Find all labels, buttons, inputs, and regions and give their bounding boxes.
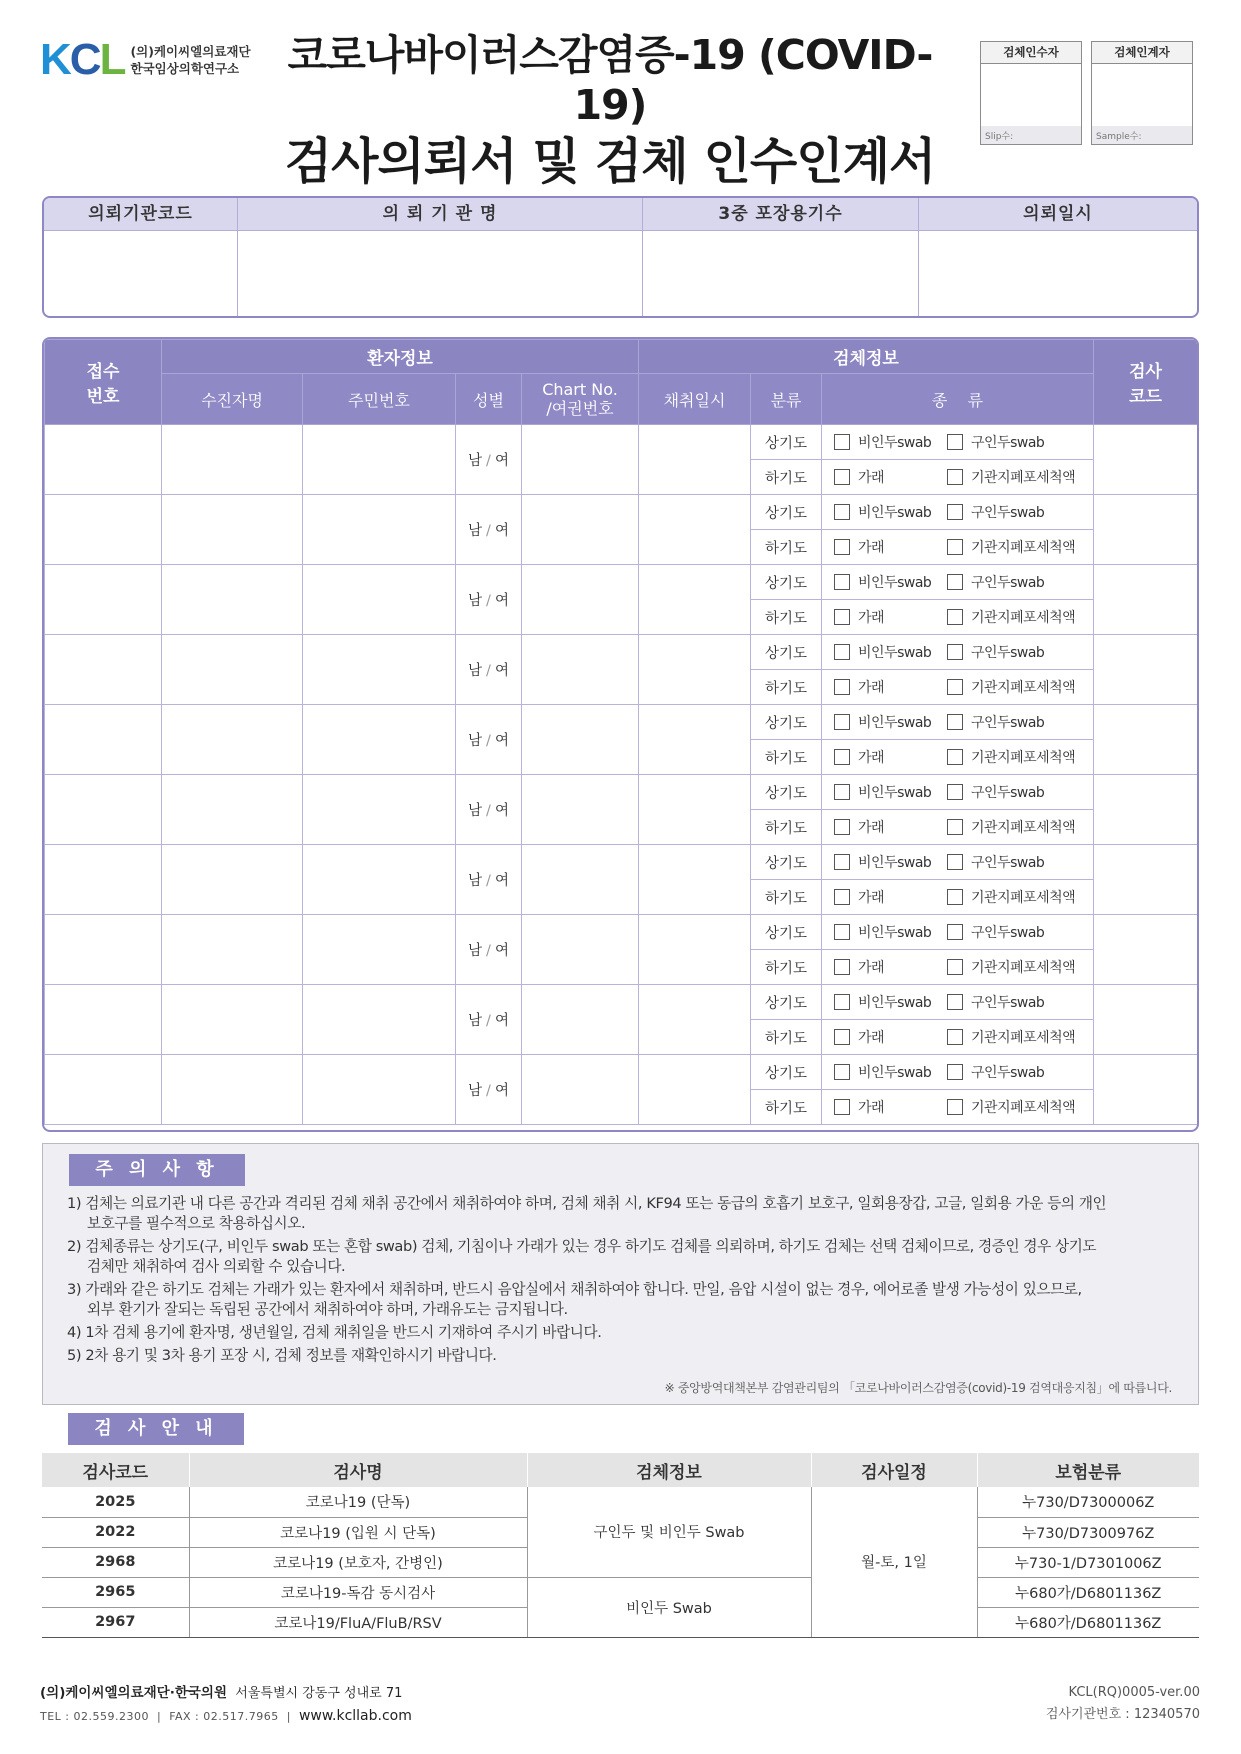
- sex-cell[interactable]: 남 / 여: [456, 425, 522, 495]
- upper-label: 상기도: [751, 775, 822, 810]
- patient-name-cell[interactable]: [162, 425, 303, 495]
- sputum-option[interactable]: 가래: [834, 747, 947, 767]
- male-option[interactable]: 남: [468, 1083, 483, 1099]
- test-code-cell[interactable]: [1094, 915, 1198, 985]
- patient-name-cell[interactable]: [162, 495, 303, 565]
- kcl-logo-mark: KCL: [40, 35, 125, 84]
- bal-checkbox[interactable]: [947, 889, 963, 905]
- collection-date-cell[interactable]: [639, 635, 751, 705]
- lower-options: [822, 670, 1094, 705]
- bal-option[interactable]: 기관지폐포세척액: [947, 887, 1075, 907]
- upper-options: [822, 775, 1094, 810]
- lower-options: [822, 740, 1094, 775]
- oropharyngeal-swab-checkbox[interactable]: [947, 1064, 963, 1080]
- guide-code: 2965: [42, 1577, 189, 1607]
- lower-options: [822, 600, 1094, 635]
- precautions-title: 주 의 사 항: [69, 1154, 245, 1186]
- female-option[interactable]: 여: [494, 523, 509, 539]
- nasopharyngeal-swab-checkbox[interactable]: [834, 504, 850, 520]
- sputum-option[interactable]: 가래: [834, 1027, 947, 1047]
- sex-cell[interactable]: 남 / 여: [456, 1055, 522, 1125]
- sputum-option[interactable]: 가래: [834, 1097, 947, 1117]
- test-code-cell[interactable]: [1094, 425, 1198, 495]
- nasopharyngeal-swab-option[interactable]: 비인두swab: [834, 642, 947, 662]
- specimen-table: [42, 337, 1199, 1132]
- sex-header: 성별: [456, 374, 522, 425]
- nasopharyngeal-swab-option[interactable]: 비인두swab: [834, 432, 947, 452]
- footer-address: 서울특별시 강동구 성내로 71: [235, 1686, 403, 1701]
- reception-no-cell[interactable]: [45, 565, 162, 635]
- upper-options: [822, 565, 1094, 600]
- bal-option[interactable]: 기관지폐포세척액: [947, 537, 1075, 557]
- request-date-field[interactable]: 의뢰일시: [918, 198, 1197, 316]
- test-code-cell[interactable]: [1094, 705, 1198, 775]
- upper-label: 상기도: [751, 915, 822, 950]
- lower-options: [822, 1020, 1094, 1055]
- nasopharyngeal-swab-checkbox[interactable]: [834, 434, 850, 450]
- nasopharyngeal-swab-option[interactable]: 비인두swab: [834, 922, 947, 942]
- lower-label: 하기도: [751, 670, 822, 705]
- oropharyngeal-swab-option[interactable]: 구인두swab: [947, 992, 1044, 1012]
- oropharyngeal-swab-checkbox[interactable]: [947, 574, 963, 590]
- lower-label: 하기도: [751, 740, 822, 775]
- patient-name-cell[interactable]: [162, 845, 303, 915]
- collection-date-header: 채취일시: [639, 374, 751, 425]
- test-code-cell[interactable]: [1094, 635, 1198, 705]
- bal-option[interactable]: 기관지폐포세척액: [947, 957, 1075, 977]
- lower-options: [822, 460, 1094, 495]
- guideline-note: ※ 중앙방역대책본부 감염관리팀의 「코로나바이러스감염증(covid)-19 검역대응지침」에 따릅니다.: [664, 1381, 1172, 1395]
- sex-cell[interactable]: 남 / 여: [456, 775, 522, 845]
- female-option[interactable]: 여: [494, 803, 509, 819]
- female-option[interactable]: 여: [494, 663, 509, 679]
- patient-name-header: 수진자명: [162, 374, 303, 425]
- handover-sign-box[interactable]: [1091, 41, 1193, 145]
- bal-option[interactable]: 기관지폐포세척액: [947, 1097, 1075, 1117]
- bal-checkbox[interactable]: [947, 749, 963, 765]
- sample-count-label: Sample수:: [1092, 126, 1192, 144]
- precaution-item: 1) 검체는 의료기관 내 다른 공간과 격리된 검체 채취 공간에서 채취하여야 하며, 검체 채취 시, KF94 또는 동급의 호흡기 보호구, 일회용장갑, 고글, 일회용 가운 등의 개인 보호구를 필수적으로 착용하십시오.: [67, 1195, 1107, 1232]
- oropharyngeal-swab-option[interactable]: 구인두swab: [947, 922, 1044, 942]
- oropharyngeal-swab-checkbox[interactable]: [947, 714, 963, 730]
- chart-no-cell[interactable]: [522, 565, 639, 635]
- lower-label: 하기도: [751, 880, 822, 915]
- resident-no-cell[interactable]: [303, 635, 456, 705]
- upper-label: 상기도: [751, 495, 822, 530]
- sputum-option[interactable]: 가래: [834, 957, 947, 977]
- male-option[interactable]: 남: [468, 453, 483, 469]
- upper-options: [822, 495, 1094, 530]
- sputum-option[interactable]: 가래: [834, 607, 947, 627]
- lower-options: [822, 810, 1094, 845]
- sex-cell[interactable]: 남 / 여: [456, 635, 522, 705]
- oropharyngeal-swab-checkbox[interactable]: [947, 924, 963, 940]
- lower-label: 하기도: [751, 460, 822, 495]
- nasopharyngeal-swab-checkbox[interactable]: [834, 644, 850, 660]
- inst-code-field[interactable]: 의뢰기관코드: [44, 198, 237, 316]
- lower-options: [822, 1090, 1094, 1125]
- receiver-sign-box[interactable]: [980, 41, 1082, 145]
- title-line-1: 코로나바이러스감염증-19 (COVID-19): [287, 31, 933, 129]
- chart-no-cell[interactable]: [522, 635, 639, 705]
- sex-cell[interactable]: 남 / 여: [456, 915, 522, 985]
- patient-name-cell[interactable]: [162, 705, 303, 775]
- collection-date-cell[interactable]: [639, 705, 751, 775]
- male-option[interactable]: 남: [468, 943, 483, 959]
- reception-no-cell[interactable]: [45, 705, 162, 775]
- guide-specimen: 비인두 Swab: [527, 1577, 811, 1637]
- upper-options: [822, 635, 1094, 670]
- upper-label: 상기도: [751, 425, 822, 460]
- resident-no-cell[interactable]: [303, 915, 456, 985]
- resident-no-header: 주민번호: [303, 374, 456, 425]
- bal-checkbox[interactable]: [947, 469, 963, 485]
- sputum-checkbox[interactable]: [834, 1099, 850, 1115]
- sex-cell[interactable]: 남 / 여: [456, 985, 522, 1055]
- document-title: [260, 30, 960, 194]
- female-option[interactable]: 여: [494, 733, 509, 749]
- male-option[interactable]: 남: [468, 733, 483, 749]
- reception-no-cell[interactable]: [45, 845, 162, 915]
- type-header: 종 류: [822, 374, 1094, 425]
- collection-date-cell[interactable]: [639, 425, 751, 495]
- nasopharyngeal-swab-checkbox[interactable]: [834, 784, 850, 800]
- oropharyngeal-swab-option[interactable]: 구인두swab: [947, 712, 1044, 732]
- oropharyngeal-swab-checkbox[interactable]: [947, 994, 963, 1010]
- guide-insurance: 누680가/D6801136Z: [977, 1577, 1199, 1607]
- collection-date-cell[interactable]: [639, 1055, 751, 1125]
- reception-no-cell[interactable]: [45, 425, 162, 495]
- male-option[interactable]: 남: [468, 663, 483, 679]
- lower-label: 하기도: [751, 950, 822, 985]
- oropharyngeal-swab-option[interactable]: 구인두swab: [947, 852, 1044, 872]
- guide-name: 코로나19 (단독): [189, 1487, 527, 1517]
- oropharyngeal-swab-option[interactable]: 구인두swab: [947, 572, 1044, 592]
- chart-no-cell[interactable]: [522, 425, 639, 495]
- resident-no-cell[interactable]: [303, 985, 456, 1055]
- patient-name-cell[interactable]: [162, 915, 303, 985]
- bal-checkbox[interactable]: [947, 679, 963, 695]
- guide-name: 코로나19 (입원 시 단독): [189, 1517, 527, 1547]
- reception-no-header: 접수 번호: [45, 340, 162, 425]
- nasopharyngeal-swab-checkbox[interactable]: [834, 714, 850, 730]
- upper-label: 상기도: [751, 705, 822, 740]
- reception-no-cell[interactable]: [45, 775, 162, 845]
- form-version: KCL(RQ)0005-ver.00: [1068, 1685, 1200, 1700]
- sputum-option[interactable]: 가래: [834, 677, 947, 697]
- sputum-checkbox[interactable]: [834, 889, 850, 905]
- female-option[interactable]: 여: [494, 1083, 509, 1099]
- upper-options: [822, 915, 1094, 950]
- oropharyngeal-swab-option[interactable]: 구인두swab: [947, 1062, 1044, 1082]
- nasopharyngeal-swab-checkbox[interactable]: [834, 574, 850, 590]
- bal-option[interactable]: 기관지폐포세척액: [947, 747, 1075, 767]
- male-option[interactable]: 남: [468, 523, 483, 539]
- patient-name-cell[interactable]: [162, 635, 303, 705]
- sputum-checkbox[interactable]: [834, 469, 850, 485]
- guide-specimen-header: 검체정보: [527, 1453, 811, 1487]
- oropharyngeal-swab-option[interactable]: 구인두swab: [947, 432, 1044, 452]
- bal-checkbox[interactable]: [947, 609, 963, 625]
- bal-option[interactable]: 기관지폐포세척액: [947, 607, 1075, 627]
- test-code-cell[interactable]: [1094, 775, 1198, 845]
- guide-code: 2022: [42, 1517, 189, 1547]
- test-code-cell[interactable]: [1094, 495, 1198, 565]
- footer-contact: (의)케이씨엘의료재단·한국의원 서울특별시 강동구 성내로 71 TEL : 02.559.2300 | FAX : 02.517.7965 | www.kcllab.com: [40, 1685, 412, 1724]
- test-code-cell[interactable]: [1094, 565, 1198, 635]
- resident-no-cell[interactable]: [303, 1055, 456, 1125]
- handover-label: 검체인계자: [1092, 42, 1192, 64]
- oropharyngeal-swab-checkbox[interactable]: [947, 644, 963, 660]
- patient-info-header: 환자정보: [162, 340, 639, 374]
- guide-insurance: 누730-1/D7301006Z: [977, 1547, 1199, 1577]
- nasopharyngeal-swab-checkbox[interactable]: [834, 1064, 850, 1080]
- resident-no-cell[interactable]: [303, 775, 456, 845]
- patient-name-cell[interactable]: [162, 1055, 303, 1125]
- chart-no-cell[interactable]: [522, 705, 639, 775]
- sputum-checkbox[interactable]: [834, 1029, 850, 1045]
- male-option[interactable]: 남: [468, 1013, 483, 1029]
- nasopharyngeal-swab-option[interactable]: 비인두swab: [834, 782, 947, 802]
- nasopharyngeal-swab-checkbox[interactable]: [834, 994, 850, 1010]
- specimen-info-header: 검체정보: [639, 340, 1094, 374]
- upper-options: [822, 985, 1094, 1020]
- lower-options: [822, 950, 1094, 985]
- female-option[interactable]: 여: [494, 943, 509, 959]
- nasopharyngeal-swab-option[interactable]: 비인두swab: [834, 502, 947, 522]
- precaution-item: 4) 1차 검체 용기에 환자명, 생년월일, 검체 채취일을 반드시 기재하여 주시기 바랍니다.: [67, 1324, 602, 1341]
- lower-options: [822, 880, 1094, 915]
- sputum-option[interactable]: 가래: [834, 887, 947, 907]
- oropharyngeal-swab-checkbox[interactable]: [947, 784, 963, 800]
- slip-count-label: Slip수:: [981, 126, 1081, 144]
- sex-cell[interactable]: 남 / 여: [456, 845, 522, 915]
- reception-no-cell[interactable]: [45, 495, 162, 565]
- female-option[interactable]: 여: [494, 453, 509, 469]
- sputum-checkbox[interactable]: [834, 749, 850, 765]
- sex-cell[interactable]: 남 / 여: [456, 705, 522, 775]
- patient-name-cell[interactable]: [162, 565, 303, 635]
- test-code-header: 검사 코드: [1094, 340, 1198, 425]
- institution-box: [42, 196, 1199, 318]
- sputum-checkbox[interactable]: [834, 679, 850, 695]
- patient-name-cell[interactable]: [162, 985, 303, 1055]
- nasopharyngeal-swab-checkbox[interactable]: [834, 854, 850, 870]
- chart-no-header: Chart No. /여권번호: [522, 374, 639, 425]
- oropharyngeal-swab-option[interactable]: 구인두swab: [947, 782, 1044, 802]
- upper-label: 상기도: [751, 845, 822, 880]
- sputum-checkbox[interactable]: [834, 539, 850, 555]
- guide-insurance: 누680가/D6801136Z: [977, 1607, 1199, 1637]
- patient-name-cell[interactable]: [162, 775, 303, 845]
- oropharyngeal-swab-checkbox[interactable]: [947, 854, 963, 870]
- title-line-2: 검사의뢰서 및 검체 인수인계서: [284, 133, 936, 190]
- male-option[interactable]: 남: [468, 593, 483, 609]
- oropharyngeal-swab-checkbox[interactable]: [947, 504, 963, 520]
- sputum-option[interactable]: 가래: [834, 467, 947, 487]
- guide-insurance: 누730/D7300006Z: [977, 1487, 1199, 1517]
- male-option[interactable]: 남: [468, 803, 483, 819]
- precautions-box: [42, 1143, 1199, 1405]
- precaution-item: 2) 검체종류는 상기도(구, 비인두 swab 또는 혼합 swab) 검체, 기침이나 가래가 있는 경우 하기도 검체를 의뢰하며, 하기도 검체는 선택 검체이므로, 경증인 경우 상기도 검체만 채취하여 검사 의뢰할 수 있습니다.: [67, 1238, 1097, 1275]
- guide-code-header: 검사코드: [42, 1453, 189, 1487]
- guide-schedule: 월-토, 1일: [811, 1487, 977, 1637]
- upper-label: 상기도: [751, 565, 822, 600]
- collection-date-cell[interactable]: [639, 915, 751, 985]
- bal-checkbox[interactable]: [947, 1099, 963, 1115]
- lower-label: 하기도: [751, 1090, 822, 1125]
- lower-options: [822, 530, 1094, 565]
- test-guide-title: 검 사 안 내: [68, 1413, 244, 1445]
- class-header: 분류: [751, 374, 822, 425]
- oropharyngeal-swab-option[interactable]: 구인두swab: [947, 642, 1044, 662]
- resident-no-cell[interactable]: [303, 565, 456, 635]
- chart-no-cell[interactable]: [522, 985, 639, 1055]
- guide-name: 코로나19/FluA/FluB/RSV: [189, 1607, 527, 1637]
- guide-code: 2025: [42, 1487, 189, 1517]
- precaution-item: 3) 가래와 같은 하기도 검체는 가래가 있는 환자에서 채취하며, 반드시 음압실에서 채취하여야 합니다. 만일, 음압 시설이 없는 경우, 에어로졸 발생 가능성이 있으므로, 외부 환기가 잘되는 독립된 공간에서 채취하여야 하며, 가래유도는 금지됩니다.: [67, 1281, 1082, 1318]
- test-code-cell[interactable]: [1094, 845, 1198, 915]
- resident-no-cell[interactable]: [303, 425, 456, 495]
- upper-label: 상기도: [751, 985, 822, 1020]
- collection-date-cell[interactable]: [639, 985, 751, 1055]
- guide-insurance: 누730/D7300976Z: [977, 1517, 1199, 1547]
- upper-options: [822, 705, 1094, 740]
- bal-option[interactable]: 기관지폐포세척액: [947, 677, 1075, 697]
- nasopharyngeal-swab-checkbox[interactable]: [834, 924, 850, 940]
- sputum-checkbox[interactable]: [834, 819, 850, 835]
- sputum-checkbox[interactable]: [834, 609, 850, 625]
- reception-no-cell[interactable]: [45, 635, 162, 705]
- chart-no-cell[interactable]: [522, 1055, 639, 1125]
- reception-no-cell[interactable]: [45, 915, 162, 985]
- male-option[interactable]: 남: [468, 873, 483, 889]
- guide-schedule-header: 검사일정: [811, 1453, 977, 1487]
- female-option[interactable]: 여: [494, 593, 509, 609]
- lower-label: 하기도: [751, 810, 822, 845]
- resident-no-cell[interactable]: [303, 705, 456, 775]
- reception-no-cell[interactable]: [45, 985, 162, 1055]
- resident-no-cell[interactable]: [303, 845, 456, 915]
- lower-label: 하기도: [751, 600, 822, 635]
- sex-cell[interactable]: 남 / 여: [456, 565, 522, 635]
- chart-no-cell[interactable]: [522, 915, 639, 985]
- test-code-cell[interactable]: [1094, 985, 1198, 1055]
- footer-website-link[interactable]: www.kcllab.com: [298, 1708, 412, 1724]
- footer-tel: TEL : 02.559.2300: [40, 1710, 149, 1723]
- female-option[interactable]: 여: [494, 873, 509, 889]
- female-option[interactable]: 여: [494, 1013, 509, 1029]
- upper-label: 상기도: [751, 635, 822, 670]
- guide-name: 코로나19-독감 동시검사: [189, 1577, 527, 1607]
- sputum-option[interactable]: 가래: [834, 537, 947, 557]
- upper-options: [822, 1055, 1094, 1090]
- chart-no-cell[interactable]: [522, 775, 639, 845]
- guide-name: 코로나19 (보호자, 간병인): [189, 1547, 527, 1577]
- oropharyngeal-swab-checkbox[interactable]: [947, 434, 963, 450]
- sputum-option[interactable]: 가래: [834, 817, 947, 837]
- collection-date-cell[interactable]: [639, 495, 751, 565]
- test-code-cell[interactable]: [1094, 1055, 1198, 1125]
- lower-label: 하기도: [751, 530, 822, 565]
- chart-no-cell[interactable]: [522, 845, 639, 915]
- precautions-list: [67, 1194, 1177, 1369]
- bal-checkbox[interactable]: [947, 819, 963, 835]
- chart-no-cell[interactable]: [522, 495, 639, 565]
- guide-name-header: 검사명: [189, 1453, 527, 1487]
- bal-checkbox[interactable]: [947, 539, 963, 555]
- institution-number: 검사기관번호 : 12340570: [1045, 1707, 1200, 1722]
- bal-option[interactable]: 기관지폐포세척액: [947, 1027, 1075, 1047]
- upper-label: 상기도: [751, 1055, 822, 1090]
- guide-insurance-header: 보험분류: [977, 1453, 1199, 1487]
- nasopharyngeal-swab-option[interactable]: 비인두swab: [834, 992, 947, 1012]
- nasopharyngeal-swab-option[interactable]: 비인두swab: [834, 572, 947, 592]
- org-name: (의)케이씨엘의료재단 한국임상의학연구소: [130, 44, 251, 76]
- bal-option[interactable]: 기관지폐포세척액: [947, 467, 1075, 487]
- sex-cell[interactable]: 남 / 여: [456, 495, 522, 565]
- footer-meta: [1046, 1682, 1200, 1726]
- guide-code: 2967: [42, 1607, 189, 1637]
- bal-checkbox[interactable]: [947, 959, 963, 975]
- receiver-label: 검체인수자: [981, 42, 1081, 64]
- oropharyngeal-swab-option[interactable]: 구인두swab: [947, 502, 1044, 522]
- nasopharyngeal-swab-option[interactable]: 비인두swab: [834, 852, 947, 872]
- nasopharyngeal-swab-option[interactable]: 비인두swab: [834, 712, 947, 732]
- inst-name-field[interactable]: 의 뢰 기 관 명: [237, 198, 642, 316]
- bal-option[interactable]: 기관지폐포세척액: [947, 817, 1075, 837]
- resident-no-cell[interactable]: [303, 495, 456, 565]
- test-guide-table: [42, 1453, 1199, 1638]
- upper-options: [822, 425, 1094, 460]
- collection-date-cell[interactable]: [639, 565, 751, 635]
- reception-no-cell[interactable]: [45, 1055, 162, 1125]
- collection-date-cell[interactable]: [639, 845, 751, 915]
- bal-checkbox[interactable]: [947, 1029, 963, 1045]
- sputum-checkbox[interactable]: [834, 959, 850, 975]
- precaution-item: 5) 2차 용기 및 3차 용기 포장 시, 검체 정보를 재확인하시기 바랍니다.: [67, 1347, 497, 1364]
- lower-label: 하기도: [751, 1020, 822, 1055]
- collection-date-cell[interactable]: [639, 775, 751, 845]
- upper-options: [822, 845, 1094, 880]
- nasopharyngeal-swab-option[interactable]: 비인두swab: [834, 1062, 947, 1082]
- guide-specimen: 구인두 및 비인두 Swab: [527, 1487, 811, 1577]
- footer-org: (의)케이씨엘의료재단·한국의원: [40, 1685, 228, 1701]
- guide-code: 2968: [42, 1547, 189, 1577]
- package-count-field[interactable]: 3중 포장용기수: [642, 198, 918, 316]
- kcl-logo: [40, 35, 251, 84]
- footer-fax: FAX : 02.517.7965: [169, 1710, 279, 1723]
